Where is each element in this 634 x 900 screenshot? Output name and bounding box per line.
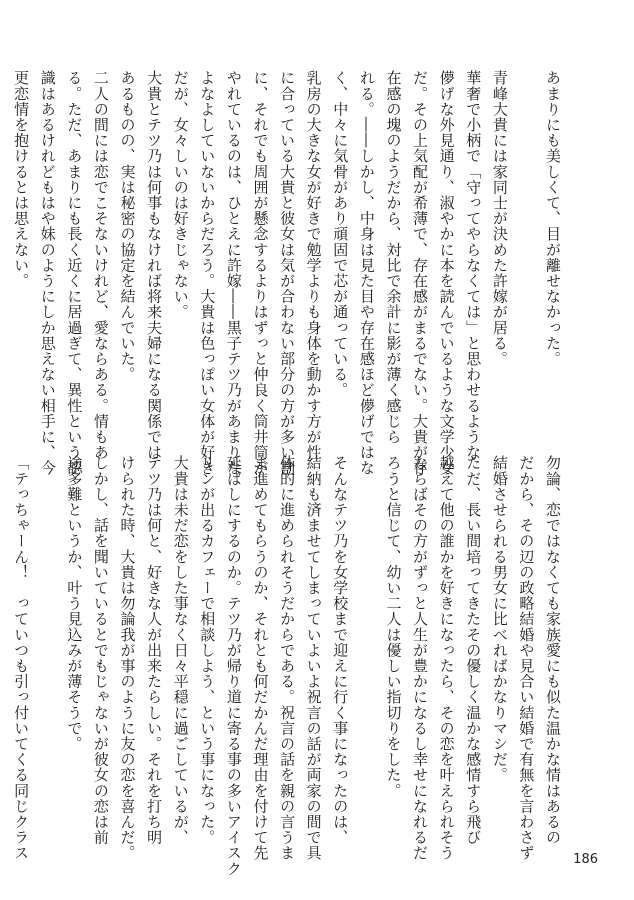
text-line: 識はあるけれどもはや妹のようにしか思えない相手に、今 bbox=[38, 70, 57, 476]
text-line: ただ、長い間培ってきたその優しく温かな感情すら飛び bbox=[464, 455, 483, 845]
text-line: 青峰大貴には家同士が決めた許嫁が居る。 bbox=[490, 70, 509, 367]
text-line: 「テっちゃーん！ っていつも引っ付いてくる同じクラス bbox=[12, 455, 31, 861]
text-line: に、それでも周囲が懸念するよりはずっと仲良く筒井筒が bbox=[251, 70, 270, 476]
text-line: 更恋情を抱けるとは思えない。 bbox=[12, 70, 31, 289]
text-line: 大貴は未だ恋をした事なく日々平穏に過ごしているが、 bbox=[171, 455, 190, 845]
text-line: だが、女々しいのは好きじゃない。 bbox=[171, 70, 190, 320]
text-line: 乳房の大きな女が好きで勉学よりも身体を動かす方が性 bbox=[304, 70, 323, 460]
text-line: あまりにも美しくて、目が離せなかった。 bbox=[544, 70, 562, 367]
text-line: けられた時、大貴は勿論我が事のように友の恋を喜んだ。 bbox=[118, 455, 137, 861]
text-line: れる。――しかし、中身は見た目や存在感ほど儚げではな bbox=[357, 70, 376, 476]
text-line: ま進めてもらうのか、それとも何だかんだ理由を付けて先 bbox=[251, 455, 270, 861]
text-line: 華奢で小柄で「守ってやらなくては」と思わせるような bbox=[464, 70, 483, 460]
text-line: 延ばしにするのか。テツ乃が帰り道に寄る事の多いアイスク bbox=[224, 455, 243, 877]
text-line: る。ただ、あまりにも長く近くに居過ぎて、異性という認 bbox=[65, 70, 84, 476]
text-line: だ。その上気配が希薄で、存在感がまるでない。大貴が存 bbox=[411, 70, 430, 476]
text-line: よなよしていないからだろう。大貴は色っぽい女体が好き bbox=[198, 70, 217, 476]
text-line: そんなテツ乃を女学校まで迎えに行く事になったのは、 bbox=[331, 455, 350, 845]
text-line: リンが出るカフェーで相談しよう、という事になった。 bbox=[198, 455, 217, 845]
text-line: 在感の塊のようだから、対比で余計に影が薄く感じら bbox=[384, 70, 403, 445]
text-line: 儚げな外見通り、淑やかに本を読んでいるような文学少女 bbox=[437, 70, 456, 476]
text-line: やれているのは、ひとえに許嫁――黒子テツ乃があまりな bbox=[224, 70, 243, 476]
blank-line bbox=[34, 455, 61, 830]
blank-line bbox=[353, 455, 380, 830]
text-line: テツ乃は何と、好きな人が出来たらしい。それを打ち明 bbox=[145, 455, 164, 845]
text-line: 二人の間には恋でこそないけれど、愛ならある。情もあ bbox=[91, 70, 110, 460]
text-line: しかし、話を聞いているとでもじゃないが彼女の恋は前 bbox=[91, 455, 110, 845]
text-line: に合っている大貴と彼女は気が合わない部分の方が多い割 bbox=[278, 70, 297, 476]
text-line: 勿論、恋ではなくても家族愛にも似た温かな情はあるの bbox=[544, 455, 562, 845]
blank-line bbox=[513, 70, 540, 440]
text-line: ならばその方がずっと人生が豊かになるし幸せになれるだ bbox=[411, 455, 430, 861]
text-line: だから、その辺の政略結婚や見合い結婚で有無を言わさず bbox=[517, 455, 536, 861]
text-line: 結納も済ませてしまっていよいよ祝言の話が両家の間で具 bbox=[304, 455, 323, 861]
text-line: あるものの、実は秘密の協定を結んでいた。 bbox=[118, 70, 137, 382]
text-line: 大貴とテツ乃は何事もなければ将来夫婦になる関係では bbox=[145, 70, 164, 460]
text-line: 体的に進められそうだからである。祝言の話を親の言うま bbox=[278, 455, 297, 861]
text-line: 結婚させられる男女に比べればかなりマシだ。 bbox=[490, 455, 509, 783]
upper-text-block bbox=[12, 70, 566, 476]
text-line: 越えて他の誰かを好きになったら、その恋を叶えられそう bbox=[437, 455, 456, 861]
text-line: ろうと信じて、幼い二人は優しい指切りをした。 bbox=[384, 455, 403, 799]
page-number: 186 bbox=[573, 852, 598, 867]
text-line: 途多難というか、叶う見込みが薄そうで。 bbox=[65, 455, 84, 752]
lower-text-block bbox=[12, 455, 566, 877]
text-line: く、中々に気骨があり頑固で芯が通っている。 bbox=[331, 70, 350, 398]
